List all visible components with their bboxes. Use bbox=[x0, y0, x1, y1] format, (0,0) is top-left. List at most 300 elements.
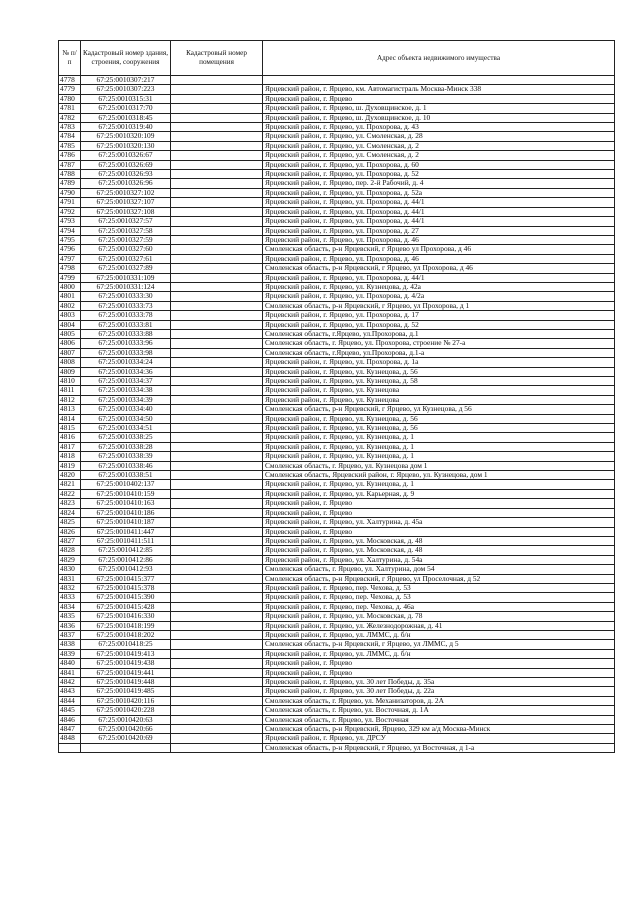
cadastral-building-number: 67:25:0010334:50 bbox=[81, 414, 171, 423]
property-address: Ярцевский район, г. Ярцево, ул. Прохорова, д. 44/1 bbox=[263, 207, 615, 216]
row-number: 4796 bbox=[59, 245, 81, 254]
property-address: Ярцевский район, г. Ярцево bbox=[263, 94, 615, 103]
row-number: 4837 bbox=[59, 630, 81, 639]
cadastral-building-number: 67:25:0010333:96 bbox=[81, 339, 171, 348]
property-register-table bbox=[58, 40, 615, 753]
table-row bbox=[59, 489, 615, 498]
table-row bbox=[59, 301, 615, 310]
property-address: Ярцевский район, г. Ярцево, км. Автомагистраль Москва-Минск 338 bbox=[263, 85, 615, 94]
row-number: 4836 bbox=[59, 621, 81, 630]
table-row bbox=[59, 433, 615, 442]
table-row bbox=[59, 104, 615, 113]
cadastral-room-number bbox=[171, 264, 263, 273]
row-number: 4801 bbox=[59, 292, 81, 301]
property-address: Ярцевский район, г. Ярцево, ул. Прохорова, д. 46 bbox=[263, 254, 615, 263]
cadastral-building-number: 67:25:0010415:377 bbox=[81, 574, 171, 583]
cadastral-room-number bbox=[171, 329, 263, 338]
cadastral-room-number bbox=[171, 395, 263, 404]
property-address: Ярцевский район, г. Ярцево, ул. Прохорова, д. 52 bbox=[263, 320, 615, 329]
cadastral-room-number bbox=[171, 151, 263, 160]
row-number: 4779 bbox=[59, 85, 81, 94]
cadastral-building-number: 67:25:0010418:25 bbox=[81, 640, 171, 649]
property-address: Ярцевский район, г. Ярцево, ул. ДРСУ bbox=[263, 734, 615, 743]
property-address: Ярцевский район, г. Ярцево, ул. Кузнецова, д. 56 bbox=[263, 367, 615, 376]
row-number: 4780 bbox=[59, 94, 81, 103]
table-row bbox=[59, 188, 615, 197]
table-row bbox=[59, 386, 615, 395]
table-row bbox=[59, 612, 615, 621]
property-address: Ярцевский район, г. Ярцево, ул. Прохорова, д. 44/1 bbox=[263, 273, 615, 282]
cadastral-building-number: 67:25:0010338:28 bbox=[81, 442, 171, 451]
row-number: 4788 bbox=[59, 170, 81, 179]
cadastral-room-number bbox=[171, 94, 263, 103]
property-address: Смоленская область, г.Ярцево, ул.Прохорова, д.1-а bbox=[263, 348, 615, 357]
cadastral-room-number bbox=[171, 621, 263, 630]
header-cadastral-room: Кадастровый номер помещения bbox=[171, 41, 263, 76]
cadastral-room-number bbox=[171, 235, 263, 244]
cadastral-building-number: 67:25:0010415:428 bbox=[81, 602, 171, 611]
row-number: 4842 bbox=[59, 678, 81, 687]
table-row bbox=[59, 245, 615, 254]
property-address: Ярцевский район, г. Ярцево, ул. Карьерная, д. 9 bbox=[263, 489, 615, 498]
cadastral-room-number bbox=[171, 546, 263, 555]
table-row bbox=[59, 198, 615, 207]
property-address: Смоленская область, г. Ярцево, ул. Кузнецова дом 1 bbox=[263, 461, 615, 470]
row-number: 4823 bbox=[59, 499, 81, 508]
cadastral-building-number: 67:25:0010420:66 bbox=[81, 725, 171, 734]
row-number: 4830 bbox=[59, 565, 81, 574]
cadastral-building-number: 67:25:0010412:85 bbox=[81, 546, 171, 555]
cadastral-room-number bbox=[171, 339, 263, 348]
property-address: Ярцевский район, г. Ярцево, ул. Кузнецова, д. 1 bbox=[263, 452, 615, 461]
property-address: Ярцевский район, г. Ярцево, ул. Прохорова, д. 1а bbox=[263, 358, 615, 367]
table-row bbox=[59, 574, 615, 583]
row-number: 4816 bbox=[59, 433, 81, 442]
cadastral-building-number: 67:25:0010410:186 bbox=[81, 508, 171, 517]
cadastral-room-number bbox=[171, 602, 263, 611]
table-row bbox=[59, 452, 615, 461]
cadastral-building-number: 67:25:0010338:51 bbox=[81, 471, 171, 480]
row-number: 4818 bbox=[59, 452, 81, 461]
property-address: Ярцевский район, г. Ярцево, ул. Смоленская, д. 2 bbox=[263, 151, 615, 160]
property-address: Смоленская область, р-н Ярцевский, г Ярцево, ул ЛММС, д 5 bbox=[263, 640, 615, 649]
cadastral-room-number bbox=[171, 706, 263, 715]
table-row bbox=[59, 706, 615, 715]
row-number: 4785 bbox=[59, 141, 81, 150]
property-address: Ярцевский район, г. Ярцево, ул. Кузнецова, д. 56 bbox=[263, 424, 615, 433]
row-number: 4798 bbox=[59, 264, 81, 273]
cadastral-room-number bbox=[171, 630, 263, 639]
cadastral-room-number bbox=[171, 489, 263, 498]
table-row bbox=[59, 602, 615, 611]
cadastral-building-number: 67:25:0010419:448 bbox=[81, 678, 171, 687]
cadastral-building-number: 67:25:0010333:30 bbox=[81, 292, 171, 301]
row-number: 4819 bbox=[59, 461, 81, 470]
table-row bbox=[59, 264, 615, 273]
cadastral-building-number: 67:25:0010420:116 bbox=[81, 696, 171, 705]
table-row bbox=[59, 414, 615, 423]
property-address: Ярцевский район, г. Ярцево, ул. Прохорова, д. 43 bbox=[263, 123, 615, 132]
cadastral-room-number bbox=[171, 132, 263, 141]
property-address: Ярцевский район, г. Ярцево bbox=[263, 668, 615, 677]
table-row bbox=[59, 94, 615, 103]
table-row bbox=[59, 217, 615, 226]
row-number: 4803 bbox=[59, 311, 81, 320]
row-number: 4817 bbox=[59, 442, 81, 451]
cadastral-room-number bbox=[171, 499, 263, 508]
row-number: 4809 bbox=[59, 367, 81, 376]
table-header-row bbox=[59, 41, 615, 76]
cadastral-building-number: 67:25:0010307:223 bbox=[81, 85, 171, 94]
cadastral-room-number bbox=[171, 678, 263, 687]
table-row bbox=[59, 725, 615, 734]
cadastral-room-number bbox=[171, 226, 263, 235]
table-row bbox=[59, 583, 615, 592]
cadastral-building-number: 67:25:0010331:109 bbox=[81, 273, 171, 282]
cadastral-building-number: 67:25:0010331:124 bbox=[81, 282, 171, 291]
cadastral-building-number: 67:25:0010317:70 bbox=[81, 104, 171, 113]
cadastral-room-number bbox=[171, 311, 263, 320]
table-row bbox=[59, 207, 615, 216]
property-address: Ярцевский район, г. Ярцево, ул. Прохорова, д. 44/1 bbox=[263, 198, 615, 207]
table-row bbox=[59, 405, 615, 414]
cadastral-building-number: 67:25:0010419:438 bbox=[81, 659, 171, 668]
property-address: Ярцевский район, г. Ярцево, ул. Кузнецова, д. 58 bbox=[263, 377, 615, 386]
property-address: Ярцевский район, г. Ярцево, ул. Прохорова, д. 4/2а bbox=[263, 292, 615, 301]
property-address: Смоленская область, р-н Ярцевский, г Ярцево, ул Прохорова, д 46 bbox=[263, 264, 615, 273]
table-row bbox=[59, 518, 615, 527]
cadastral-building-number: 67:25:0010333:88 bbox=[81, 329, 171, 338]
cadastral-room-number bbox=[171, 461, 263, 470]
table-row bbox=[59, 226, 615, 235]
row-number: 4811 bbox=[59, 386, 81, 395]
cadastral-room-number bbox=[171, 123, 263, 132]
row-number: 4778 bbox=[59, 76, 81, 85]
row-number: 4808 bbox=[59, 358, 81, 367]
cadastral-room-number bbox=[171, 170, 263, 179]
table-row bbox=[59, 565, 615, 574]
cadastral-room-number bbox=[171, 367, 263, 376]
cadastral-room-number bbox=[171, 659, 263, 668]
cadastral-building-number: 67:25:0010334:36 bbox=[81, 367, 171, 376]
cadastral-building-number: 67:25:0010412:86 bbox=[81, 555, 171, 564]
row-number: 4806 bbox=[59, 339, 81, 348]
row-number: 4800 bbox=[59, 282, 81, 291]
table-row bbox=[59, 339, 615, 348]
row-number: 4835 bbox=[59, 612, 81, 621]
cadastral-building-number: 67:25:0010420:69 bbox=[81, 734, 171, 743]
table-row bbox=[59, 480, 615, 489]
cadastral-room-number bbox=[171, 527, 263, 536]
property-address: Смоленская область, р-н Ярцевский, г Ярцево ул Прохорова, д 46 bbox=[263, 245, 615, 254]
property-address: Смоленская область, р-н Ярцевский, г Ярцево, ул Кузнецова, д 56 bbox=[263, 405, 615, 414]
cadastral-building-number: 67:25:0010334:24 bbox=[81, 358, 171, 367]
row-number: 4795 bbox=[59, 235, 81, 244]
cadastral-building-number: 67:25:0010320:130 bbox=[81, 141, 171, 150]
cadastral-room-number bbox=[171, 518, 263, 527]
row-number: 4834 bbox=[59, 602, 81, 611]
table-row bbox=[59, 687, 615, 696]
property-address: Ярцевский район, г. Ярцево, ул. ЛММС, д. б/н bbox=[263, 630, 615, 639]
table-row bbox=[59, 536, 615, 545]
property-address: Ярцевский район, г. Ярцево, пер. Чехова, д. 46а bbox=[263, 602, 615, 611]
property-address: Смоленская область, г.Ярцево, ул.Прохорова, д.1 bbox=[263, 329, 615, 338]
cadastral-building-number: 67:25:0010419:485 bbox=[81, 687, 171, 696]
row-number bbox=[59, 743, 81, 752]
row-number: 4802 bbox=[59, 301, 81, 310]
property-address: Ярцевский район, г. Ярцево, ул. Московская, д. 48 bbox=[263, 546, 615, 555]
row-number: 4840 bbox=[59, 659, 81, 668]
row-number: 4821 bbox=[59, 480, 81, 489]
row-number: 4839 bbox=[59, 649, 81, 658]
cadastral-building-number: 67:25:0010320:109 bbox=[81, 132, 171, 141]
cadastral-building-number: 67:25:0010333:81 bbox=[81, 320, 171, 329]
property-address: Ярцевский район, г. Ярцево, ул. Прохорова, д. 60 bbox=[263, 160, 615, 169]
table-row bbox=[59, 76, 615, 85]
cadastral-building-number: 67:25:0010327:102 bbox=[81, 188, 171, 197]
row-number: 4843 bbox=[59, 687, 81, 696]
row-number: 4789 bbox=[59, 179, 81, 188]
table-row bbox=[59, 377, 615, 386]
table-row bbox=[59, 160, 615, 169]
cadastral-room-number bbox=[171, 687, 263, 696]
table-row bbox=[59, 113, 615, 122]
property-address: Смоленская область, р-н Ярцевский, Ярцево, 329 км а/д Москва-Минск bbox=[263, 725, 615, 734]
cadastral-room-number bbox=[171, 725, 263, 734]
cadastral-room-number bbox=[171, 377, 263, 386]
table-row bbox=[59, 640, 615, 649]
table-row bbox=[59, 696, 615, 705]
row-number: 4804 bbox=[59, 320, 81, 329]
table-row bbox=[59, 85, 615, 94]
row-number: 4832 bbox=[59, 583, 81, 592]
cadastral-room-number bbox=[171, 76, 263, 85]
row-number: 4826 bbox=[59, 527, 81, 536]
table-row bbox=[59, 715, 615, 724]
property-address: Ярцевский район, г. Ярцево, ул. Прохорова, д. 46 bbox=[263, 235, 615, 244]
cadastral-room-number bbox=[171, 442, 263, 451]
cadastral-room-number bbox=[171, 640, 263, 649]
property-address: Смоленская область, р-н Ярцевский, г Ярцево, ул Прохорова, д 1 bbox=[263, 301, 615, 310]
cadastral-room-number bbox=[171, 292, 263, 301]
cadastral-building-number: 67:25:0010327:57 bbox=[81, 217, 171, 226]
cadastral-building-number: 67:25:0010334:39 bbox=[81, 395, 171, 404]
table-row bbox=[59, 348, 615, 357]
cadastral-room-number bbox=[171, 424, 263, 433]
property-address: Ярцевский район, г. Ярцево, ул. Прохорова, д. 17 bbox=[263, 311, 615, 320]
cadastral-building-number: 67:25:0010402:137 bbox=[81, 480, 171, 489]
row-number: 4784 bbox=[59, 132, 81, 141]
property-address: Ярцевский район, г. Ярцево, ул. Московская, д. 78 bbox=[263, 612, 615, 621]
property-address: Ярцевский район, г. Ярцево, ул. Прохорова, д. 44/1 bbox=[263, 217, 615, 226]
row-number: 4791 bbox=[59, 198, 81, 207]
property-address: Ярцевский район, г. Ярцево, пер. Чехова, д. 53 bbox=[263, 583, 615, 592]
cadastral-room-number bbox=[171, 405, 263, 414]
cadastral-room-number bbox=[171, 273, 263, 282]
cadastral-building-number: 67:25:0010334:40 bbox=[81, 405, 171, 414]
row-number: 4797 bbox=[59, 254, 81, 263]
cadastral-room-number bbox=[171, 113, 263, 122]
property-address: Смоленская область, г. Ярцево, ул. Механизаторов, д. 2А bbox=[263, 696, 615, 705]
cadastral-building-number: 67:25:0010418:202 bbox=[81, 630, 171, 639]
table-row bbox=[59, 593, 615, 602]
cadastral-room-number bbox=[171, 471, 263, 480]
table-row bbox=[59, 734, 615, 743]
table-row bbox=[59, 668, 615, 677]
row-number: 4848 bbox=[59, 734, 81, 743]
table-row bbox=[59, 292, 615, 301]
row-number: 4822 bbox=[59, 489, 81, 498]
cadastral-room-number bbox=[171, 452, 263, 461]
cadastral-room-number bbox=[171, 198, 263, 207]
row-number: 4790 bbox=[59, 188, 81, 197]
property-address: Ярцевский район, г. Ярцево, ул. 30 лет Победы, д. 35а bbox=[263, 678, 615, 687]
property-address: Смоленская область, р-н Ярцевский, г Ярцево, ул Проселочная, д 52 bbox=[263, 574, 615, 583]
table-row bbox=[59, 132, 615, 141]
row-number: 4824 bbox=[59, 508, 81, 517]
cadastral-building-number: 67:25:0010415:378 bbox=[81, 583, 171, 592]
cadastral-room-number bbox=[171, 583, 263, 592]
cadastral-room-number bbox=[171, 715, 263, 724]
table-row bbox=[59, 630, 615, 639]
row-number: 4794 bbox=[59, 226, 81, 235]
property-address: Ярцевский район, г. Ярцево bbox=[263, 508, 615, 517]
cadastral-room-number bbox=[171, 508, 263, 517]
cadastral-building-number: 67:25:0010338:39 bbox=[81, 452, 171, 461]
cadastral-building-number bbox=[81, 743, 171, 752]
table-row bbox=[59, 743, 615, 752]
cadastral-room-number bbox=[171, 565, 263, 574]
cadastral-building-number: 67:25:0010411:511 bbox=[81, 536, 171, 545]
table-row bbox=[59, 442, 615, 451]
cadastral-building-number: 67:25:0010412:93 bbox=[81, 565, 171, 574]
cadastral-room-number bbox=[171, 207, 263, 216]
table-row bbox=[59, 678, 615, 687]
cadastral-building-number: 67:25:0010326:69 bbox=[81, 160, 171, 169]
property-address: Смоленская область, г. Ярцево, ул. Восточная, д. 1А bbox=[263, 706, 615, 715]
property-address: Ярцевский район, г. Ярцево, ул. Кузнецова, д. 1 bbox=[263, 480, 615, 489]
property-address: Ярцевский район, г. Ярцево, ул. Железнодорожная, д. 41 bbox=[263, 621, 615, 630]
table-row bbox=[59, 358, 615, 367]
cadastral-room-number bbox=[171, 245, 263, 254]
cadastral-room-number bbox=[171, 254, 263, 263]
cadastral-building-number: 67:25:0010327:60 bbox=[81, 245, 171, 254]
row-number: 4841 bbox=[59, 668, 81, 677]
cadastral-building-number: 67:25:0010415:390 bbox=[81, 593, 171, 602]
row-number: 4781 bbox=[59, 104, 81, 113]
row-number: 4846 bbox=[59, 715, 81, 724]
row-number: 4799 bbox=[59, 273, 81, 282]
cadastral-room-number bbox=[171, 348, 263, 357]
property-address: Ярцевский район, г. Ярцево, ул. Кузнецова, д. 1 bbox=[263, 442, 615, 451]
cadastral-room-number bbox=[171, 574, 263, 583]
cadastral-building-number: 67:25:0010410:159 bbox=[81, 489, 171, 498]
header-num: № п/п bbox=[59, 41, 81, 76]
row-number: 4820 bbox=[59, 471, 81, 480]
cadastral-room-number bbox=[171, 612, 263, 621]
property-address: Ярцевский район, г. Ярцево bbox=[263, 527, 615, 536]
property-address: Ярцевский район, г. Ярцево, ул. Прохорова, д. 27 bbox=[263, 226, 615, 235]
table-row bbox=[59, 141, 615, 150]
property-address: Ярцевский район, г. Ярцево, пер. Чехова, д. 53 bbox=[263, 593, 615, 602]
row-number: 4793 bbox=[59, 217, 81, 226]
cadastral-building-number: 67:25:0010326:96 bbox=[81, 179, 171, 188]
row-number: 4847 bbox=[59, 725, 81, 734]
cadastral-room-number bbox=[171, 480, 263, 489]
property-address: Ярцевский район, г. Ярцево bbox=[263, 659, 615, 668]
cadastral-room-number bbox=[171, 160, 263, 169]
table-row bbox=[59, 508, 615, 517]
property-address: Смоленская область, р-н Ярцевский, г Ярцево, ул Восточная, д 1-а bbox=[263, 743, 615, 752]
cadastral-building-number: 67:25:0010418:199 bbox=[81, 621, 171, 630]
table-row bbox=[59, 621, 615, 630]
table-row bbox=[59, 471, 615, 480]
property-address: Ярцевский район, г. Ярцево, ул. Кузнецова, д. 56 bbox=[263, 414, 615, 423]
table-row bbox=[59, 424, 615, 433]
row-number: 4829 bbox=[59, 555, 81, 564]
property-address: Ярцевский район, г. Ярцево, ул. Кузнецова, д. 1 bbox=[263, 433, 615, 442]
table-row bbox=[59, 395, 615, 404]
cadastral-room-number bbox=[171, 85, 263, 94]
cadastral-room-number bbox=[171, 301, 263, 310]
property-address: Ярцевский район, г. Ярцево, ул. Прохорова, д. 52а bbox=[263, 188, 615, 197]
cadastral-room-number bbox=[171, 358, 263, 367]
table-row bbox=[59, 179, 615, 188]
property-address: Ярцевский район, г. Ярцево, ш. Духовщинское, д. 10 bbox=[263, 113, 615, 122]
cadastral-room-number bbox=[171, 217, 263, 226]
cadastral-building-number: 67:25:0010420:228 bbox=[81, 706, 171, 715]
row-number: 4814 bbox=[59, 414, 81, 423]
row-number: 4812 bbox=[59, 395, 81, 404]
cadastral-building-number: 67:25:0010334:51 bbox=[81, 424, 171, 433]
table-row bbox=[59, 461, 615, 470]
cadastral-building-number: 67:25:0010420:63 bbox=[81, 715, 171, 724]
table-row bbox=[59, 367, 615, 376]
property-address: Ярцевский район, г. Ярцево, ул. Московская, д. 48 bbox=[263, 536, 615, 545]
table-row bbox=[59, 499, 615, 508]
table-row bbox=[59, 555, 615, 564]
cadastral-building-number: 67:25:0010333:78 bbox=[81, 311, 171, 320]
cadastral-room-number bbox=[171, 668, 263, 677]
row-number: 4810 bbox=[59, 377, 81, 386]
row-number: 4845 bbox=[59, 706, 81, 715]
property-address bbox=[263, 76, 615, 85]
cadastral-building-number: 67:25:0010318:45 bbox=[81, 113, 171, 122]
property-address: Смоленская область, г. Ярцево, ул. Халтурина, дом 54 bbox=[263, 565, 615, 574]
row-number: 4825 bbox=[59, 518, 81, 527]
cadastral-building-number: 67:25:0010416:330 bbox=[81, 612, 171, 621]
cadastral-building-number: 67:25:0010327:107 bbox=[81, 198, 171, 207]
cadastral-room-number bbox=[171, 104, 263, 113]
header-address: Адрес объекта недвижимого имущества bbox=[263, 41, 615, 76]
cadastral-room-number bbox=[171, 386, 263, 395]
row-number: 4786 bbox=[59, 151, 81, 160]
cadastral-building-number: 67:25:0010338:46 bbox=[81, 461, 171, 470]
property-address: Ярцевский район, г. Ярцево, ул. 30 лет Победы, д. 22а bbox=[263, 687, 615, 696]
table-row bbox=[59, 329, 615, 338]
cadastral-building-number: 67:25:0010334:37 bbox=[81, 377, 171, 386]
row-number: 4838 bbox=[59, 640, 81, 649]
cadastral-building-number: 67:25:0010419:413 bbox=[81, 649, 171, 658]
cadastral-building-number: 67:25:0010326:93 bbox=[81, 170, 171, 179]
cadastral-room-number bbox=[171, 743, 263, 752]
cadastral-room-number bbox=[171, 696, 263, 705]
row-number: 4807 bbox=[59, 348, 81, 357]
cadastral-room-number bbox=[171, 188, 263, 197]
cadastral-building-number: 67:25:0010319:40 bbox=[81, 123, 171, 132]
cadastral-building-number: 67:25:0010327:108 bbox=[81, 207, 171, 216]
table-body bbox=[59, 76, 615, 753]
